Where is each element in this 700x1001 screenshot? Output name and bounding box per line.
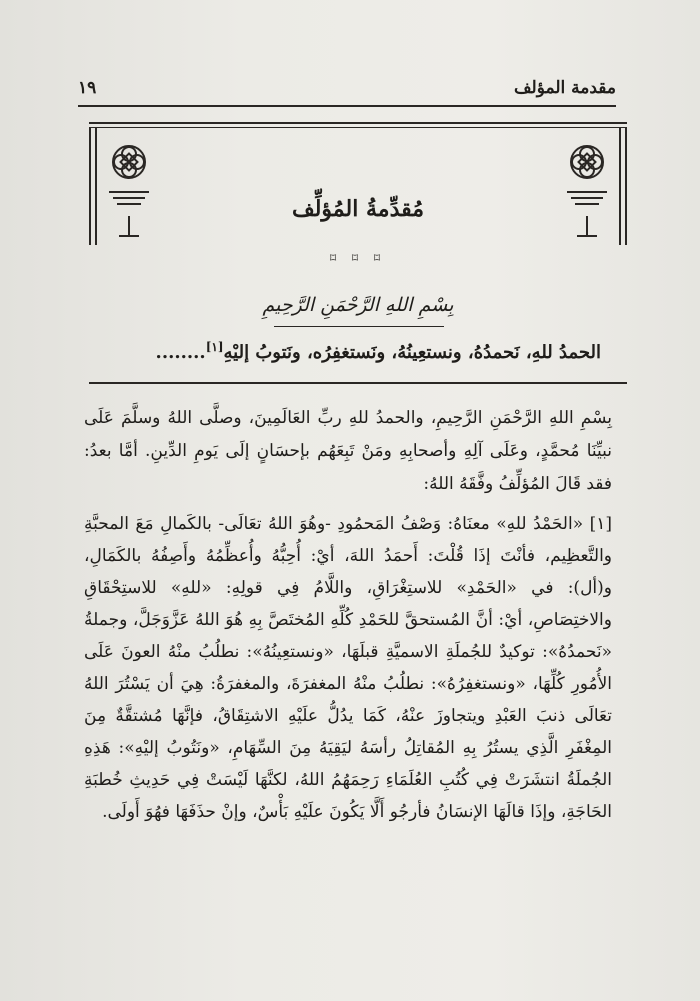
commentary-paragraph: [١] «الحَمْدُ للهِ» معنَاهُ: وَصْفُ المَحمُودِ -وهُوَ اللهُ تعَالَى- بالكَمالِ مَعَ المحبَّةِ والتَّعظِيم، فأنْتَ إذَا قُلْتَ: أَحمَدُ اللهَ، أيْ: أُحِبُّهُ وأُعظِّمُهُ وأَصِفُهُ بالكَمَالِ، و(أل): في «الحَمْدِ» للاستِغْرَاقِ، واللَّامُ فِي قولِهِ: «للهِ» للاستِحْقَاقِ والاختِصَاصِ، أيْ: أنَّ المُستحقَّ للحَمْدِ كُلِّهِ المُختَصَّ بِهِ هُوَ اللهُ عَزَّوَجَلَّ، وجملةُ «نَحمدُهُ»: توكيدٌ للجُملَةِ الاسميَّةِ قبلَهَا، «ونستعِينُهُ»: نطلُبُ منْهُ العونَ عَلَى الأُمُورِ كُلِّهَا، «ونستغفِرُهُ»: نطلُبُ منْهُ المغفرَةَ، والمغفرَةُ: هِيَ أن يَسْتُرَ اللهُ تعَالَى ذنبَ العَبْدِ ويتجاوزَ عنْهُ، كَمَا يدُلُّ علَيْهِ الاشتِقَاقُ، فإنَّهَا مُشتقَّةٌ مِنَ المِغْفَرِ الَّذِي يستُرُ بِهِ المُقاتِلُ رأسَهُ ليَقِيَهُ مِنَ السِّهَامِ، «ونَتُوبُ إليْهِ»: هَذِهِ الجُملَةُ انتشَرَتْ فِي كُتُبِ العُلَمَاءِ رَحِمَهُمُ اللهُ، لكنَّهَا لَيْسَتْ فِي حَدِيثِ خُطبَةِ الحَاجَةِ، وإذَا قالَهَا الإنسَانُ فأرجُو أَلَّا يَكُونَ علَيْهِ بَأْسٌ، وإنْ حذَفَهَا فهُوَ أَولَى. — [84, 514, 612, 822]
body-text — [84, 402, 612, 828]
opening-line — [99, 340, 601, 363]
knot-ornament-icon — [109, 142, 149, 182]
running-head — [78, 78, 616, 104]
footnote-ref: [١] — [205, 340, 224, 354]
frame-bottom-rule — [89, 382, 627, 384]
opening-text: الحمدُ للهِ، نَحمدُهُ، ونستعِينُهُ، ونَستغفِرُه، ونَتوبُ إليْهِ — [223, 342, 601, 363]
frame-right-pillar — [625, 127, 627, 245]
opening-dots: ........ — [155, 342, 206, 363]
frame-top-rule-inner — [89, 127, 627, 128]
basmala-underline — [274, 326, 444, 327]
intro-paragraph: بِسْمِ اللهِ الرَّحْمَنِ الرَّحِيمِ، والحمدُ للهِ ربِّ العَالَمِينَ، وصلَّى اللهُ وسلَّمَ عَلَى نبيِّنَا مُحمَّدٍ، وعَلَى آلِهِ وأصحابِهِ ومَنْ تَبِعَهُم بإحسَانٍ إلَى يَومِ الدِّينِ. أمَّا بعدُ: فقد قَالَ المُؤلِّفُ وفَّقَهُ اللهُ: — [84, 408, 612, 494]
frame-left-pillar — [89, 127, 91, 245]
knot-ornament-icon — [567, 142, 607, 182]
page-number: ١٩ — [78, 78, 97, 98]
section-title: مُقدِّمةُ المُؤلِّف — [291, 196, 425, 222]
frame-right-pillar-inner — [619, 127, 621, 245]
star-separator: ⌑ ⌑ ⌑ — [329, 251, 387, 265]
frame-left-pillar-inner — [95, 127, 97, 245]
header-rule — [78, 105, 616, 107]
ornamental-frame — [89, 122, 627, 384]
basmala: بِسْمِ اللهِ الرَّحْمَنِ الرَّحِيمِ — [262, 294, 454, 316]
running-head-title: مقدمة المؤلف — [513, 78, 616, 98]
frame-top-rule — [89, 122, 627, 124]
